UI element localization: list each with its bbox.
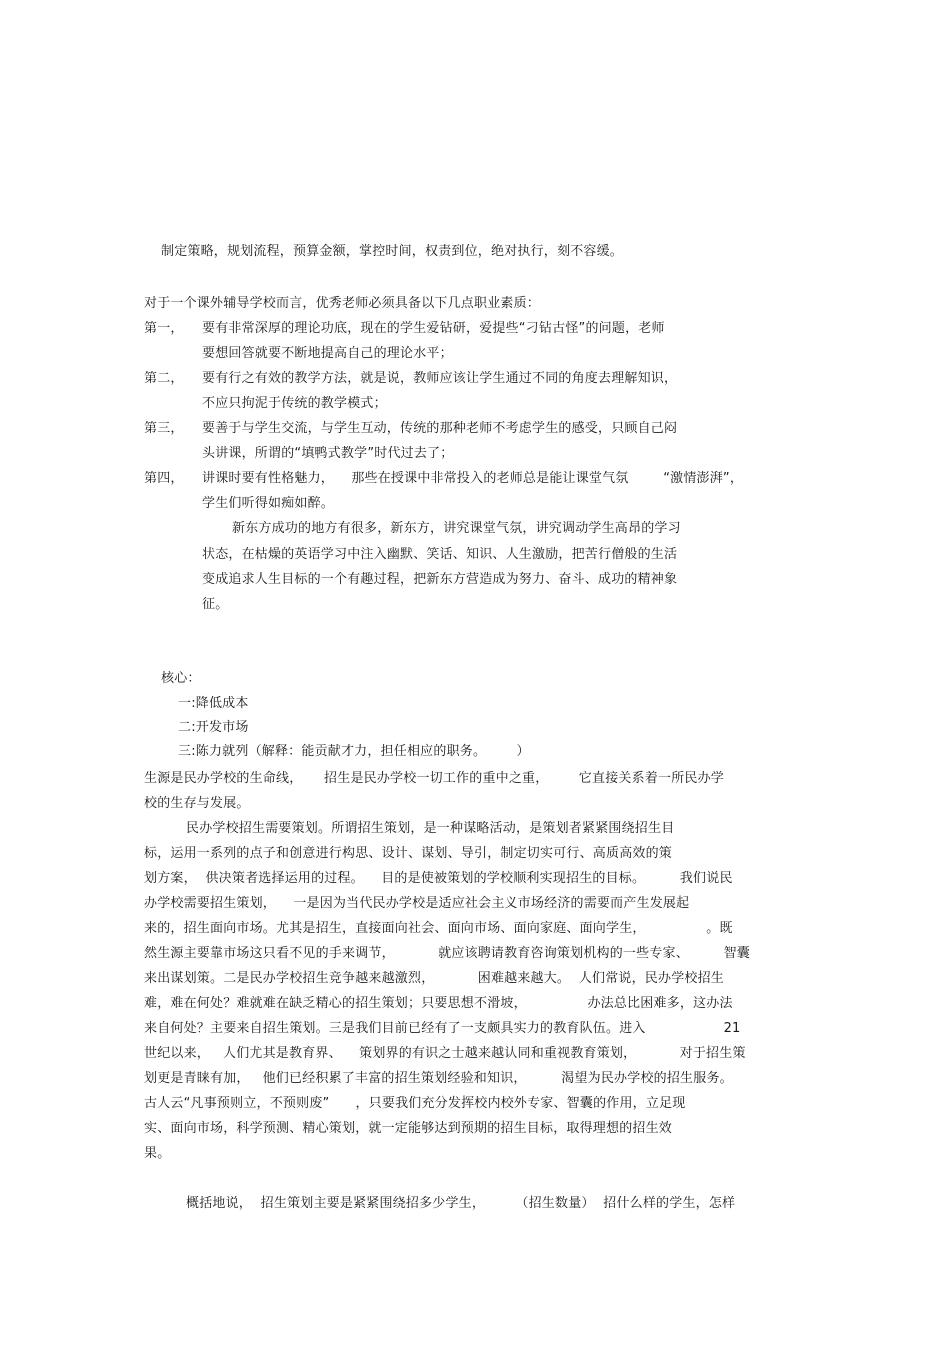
- para2-line-11: 划更是青睐有加， 他们已经积累了丰富的招生策划经验和知识， 渴望为民办学校的招生服务。: [144, 1071, 733, 1086]
- core-item-3: 三:陈力就列（解释：能贡献才力，担任相应的职务。 ）: [178, 744, 530, 759]
- xdf-line-4: 征。: [202, 597, 229, 612]
- xdf-line-2: 状态，在枯燥的英语学习中注入幽默、笑话、知识、人生激励，把苦行僧般的生活: [202, 547, 678, 562]
- para2-line-9: 来自何处？主要来自招生策划。三是我们目前已经有了一支颇具实力的教育队伍。进入 21: [144, 1021, 741, 1036]
- item-label-1: 第一，: [144, 321, 184, 336]
- item-1-line-2: 要想回答就要不断地提高自己的理论水平；: [202, 346, 453, 361]
- item-label-2: 第二，: [144, 371, 184, 386]
- para2-line-4: 办学校需要招生策划， 一是因为当代民办学校是适应社会主义市场经济的需要而产生发展起: [144, 896, 690, 911]
- para2-line-13: 实、面向市场，科学预测、精心策划，就一定能够达到预期的招生目标，取得理想的招生效: [144, 1121, 673, 1136]
- xdf-line-1: 新东方成功的地方有很多，新东方，讲究课堂气氛，讲究调动学生高昂的学习: [232, 521, 681, 536]
- para2-line-10: 世纪以来， 人们尤其是教育界、 策划界的有识之士越来越认同和重视教育策划， 对于招生策: [144, 1046, 746, 1061]
- para2-line-2: 标，运用一系列的点子和创意进行构思、设计、谋划、导引，制定切实可行、高质高效的策: [144, 846, 673, 861]
- item-label-4: 第四，: [144, 471, 184, 486]
- para2-line-3: 划方案， 供决策者选择运用的过程。 目的是使被策划的学校顺利实现招生的目标。 我们说民: [144, 871, 733, 886]
- para3-line-1: 概括地说， 招生策划主要是紧紧围绕招多少学生， （招生数量） 招什么样的学生，怎样: [186, 1196, 736, 1211]
- para2-line-14: 果。: [144, 1146, 171, 1161]
- para2-line-1: 民办学校招生需要策划。所谓招生策划，是一种谋略活动，是策划者紧紧围绕招生目: [186, 821, 675, 836]
- para2-line-6: 然生源主要靠市场这只看不见的手来调节， 就应该聘请教育咨询策划机构的一些专家、 智囊: [144, 946, 750, 961]
- para2-line-8: 难，难在何处？难就难在缺乏精心的招生策划；只要思想不滑坡， 办法总比困难多，这办法: [144, 996, 733, 1011]
- item-3-line-2: 头讲课，所谓的“填鸭式教学”时代过去了；: [202, 446, 454, 461]
- para1-line-2: 校的生存与发展。: [144, 796, 250, 811]
- item-2-line-2: 不应只拘泥于传统的教学模式；: [202, 396, 387, 411]
- item-4-line-2: 学生们听得如痴如醉。: [202, 496, 335, 511]
- para2-line-7: 来出谋划策。二是民办学校招生竞争越来越激烈， 困难越来越大。 人们常说，民办学校招生: [144, 971, 724, 986]
- item-4-line-1: 讲课时要有性格魅力， 那些在授课中非常投入的老师总是能让课堂气氛 “激情澎湃”，: [202, 471, 744, 486]
- qualities-heading: 对于一个课外辅导学校而言，优秀老师必须具备以下几点职业素质：: [144, 296, 541, 311]
- xdf-line-3: 变成追求人生目标的一个有趣过程，把新东方营造成为努力、奋斗、成功的精神象: [202, 572, 678, 587]
- core-item-1: 一:降低成本: [178, 696, 249, 711]
- intro-line: 制定策略，规划流程，预算金额，掌控时间，权责到位，绝对执行，刻不容缓。: [161, 244, 624, 259]
- item-1-line-1: 要有非常深厚的理论功底，现在的学生爱钻研，爱提些“刁钻古怪”的问题，老师: [202, 321, 665, 336]
- para1-line-1: 生源是民办学校的生命线， 招生是民办学校一切工作的重中之重， 它直接关系着一所民办学: [144, 771, 724, 786]
- para2-line-12: 古人云“凡事预则立，不预则废” ，只要我们充分发挥校内校外专家、智囊的作用，立足现: [144, 1096, 686, 1111]
- core-item-2: 二:开发市场: [178, 720, 249, 735]
- item-3-line-1: 要善于与学生交流，与学生互动，传统的那种老师不考虑学生的感受，只顾自己闷: [202, 421, 678, 436]
- item-label-3: 第三，: [144, 421, 184, 436]
- item-2-line-1: 要有行之有效的教学方法，就是说，教师应该让学生通过不同的角度去理解知识，: [202, 371, 678, 386]
- para2-line-5: 来的，招生面向市场。尤其是招生，直接面向社会、面向市场、面向家庭、面向学生， 。既: [144, 921, 733, 936]
- core-label: 核心：: [161, 671, 201, 686]
